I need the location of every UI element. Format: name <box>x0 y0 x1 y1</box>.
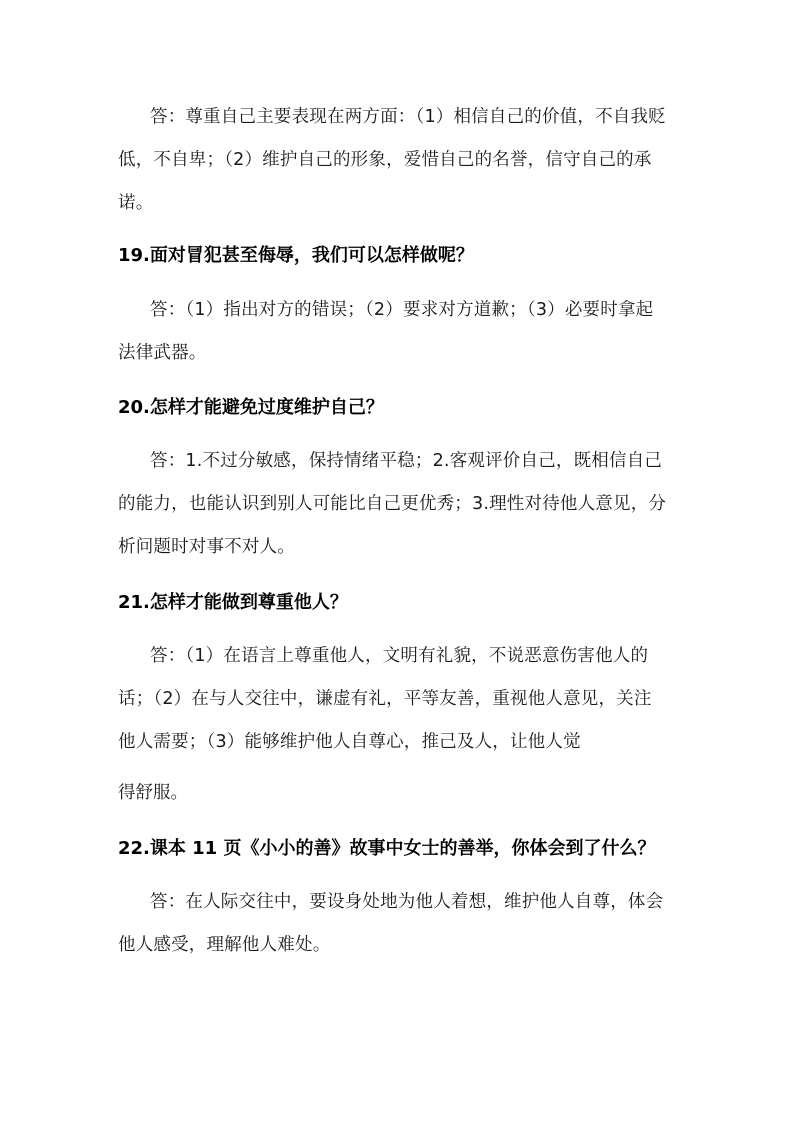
answer-21-orphan-line: 得舒服。 <box>118 783 188 803</box>
answer-22 <box>118 881 708 967</box>
question-20-title: 20.怎样才能避免过度维护自己？ <box>118 397 384 418</box>
answer-22-line-1: 答：在人际交往中，要设身处地为他人着想，维护他人自尊，体会 <box>150 892 664 912</box>
answer-21-line-2: 话；（2）在与人交往中，谦虚有礼，平等友善，重视他人意见，关注 <box>118 689 652 709</box>
question-19-title: 19.面对冒犯甚至侮辱，我们可以怎样做呢？ <box>118 245 474 266</box>
answer-19 <box>118 289 708 375</box>
question-22-title: 22.课本 11 页《小小的善》故事中女士的善举，你体会到了什么？ <box>118 838 656 859</box>
answer-21 <box>118 635 708 764</box>
answer-19-line-1: 答：（1）指出对方的错误；（2）要求对方道歉；（3）必要时拿起 <box>150 300 654 320</box>
answer-18 <box>118 96 708 225</box>
answer-21-line-1: 答：（1）在语言上尊重他人，文明有礼貌，不说恶意伤害他人的 <box>150 646 649 666</box>
answer-20-line-1: 答：1.不过分敏感，保持情绪平稳；2.客观评价自己，既相信自己 <box>150 451 663 471</box>
answer-20-line-3: 析问题时对事不对人。 <box>118 537 295 557</box>
question-21-title: 21.怎样才能做到尊重他人？ <box>118 592 348 613</box>
answer-22-line-2: 他人感受，理解他人难处。 <box>118 935 331 955</box>
answer-20 <box>118 440 708 569</box>
answer-18-line-1: 答：尊重自己主要表现在两方面：（1）相信自己的价值，不自我贬 <box>150 107 666 127</box>
answer-18-line-3: 诺。 <box>118 193 154 213</box>
answer-21-line-3: 他人需要；（3）能够维护他人自尊心，推己及人，让他人觉 <box>118 732 581 752</box>
answer-19-line-2: 法律武器。 <box>118 343 207 363</box>
answer-20-line-2: 的能力，也能认识到别人可能比自己更优秀；3.理性对待他人意见，分 <box>118 494 667 514</box>
answer-18-line-2: 低，不自卑；（2）维护自己的形象，爱惜自己的名誉，信守自己的承 <box>118 150 652 170</box>
